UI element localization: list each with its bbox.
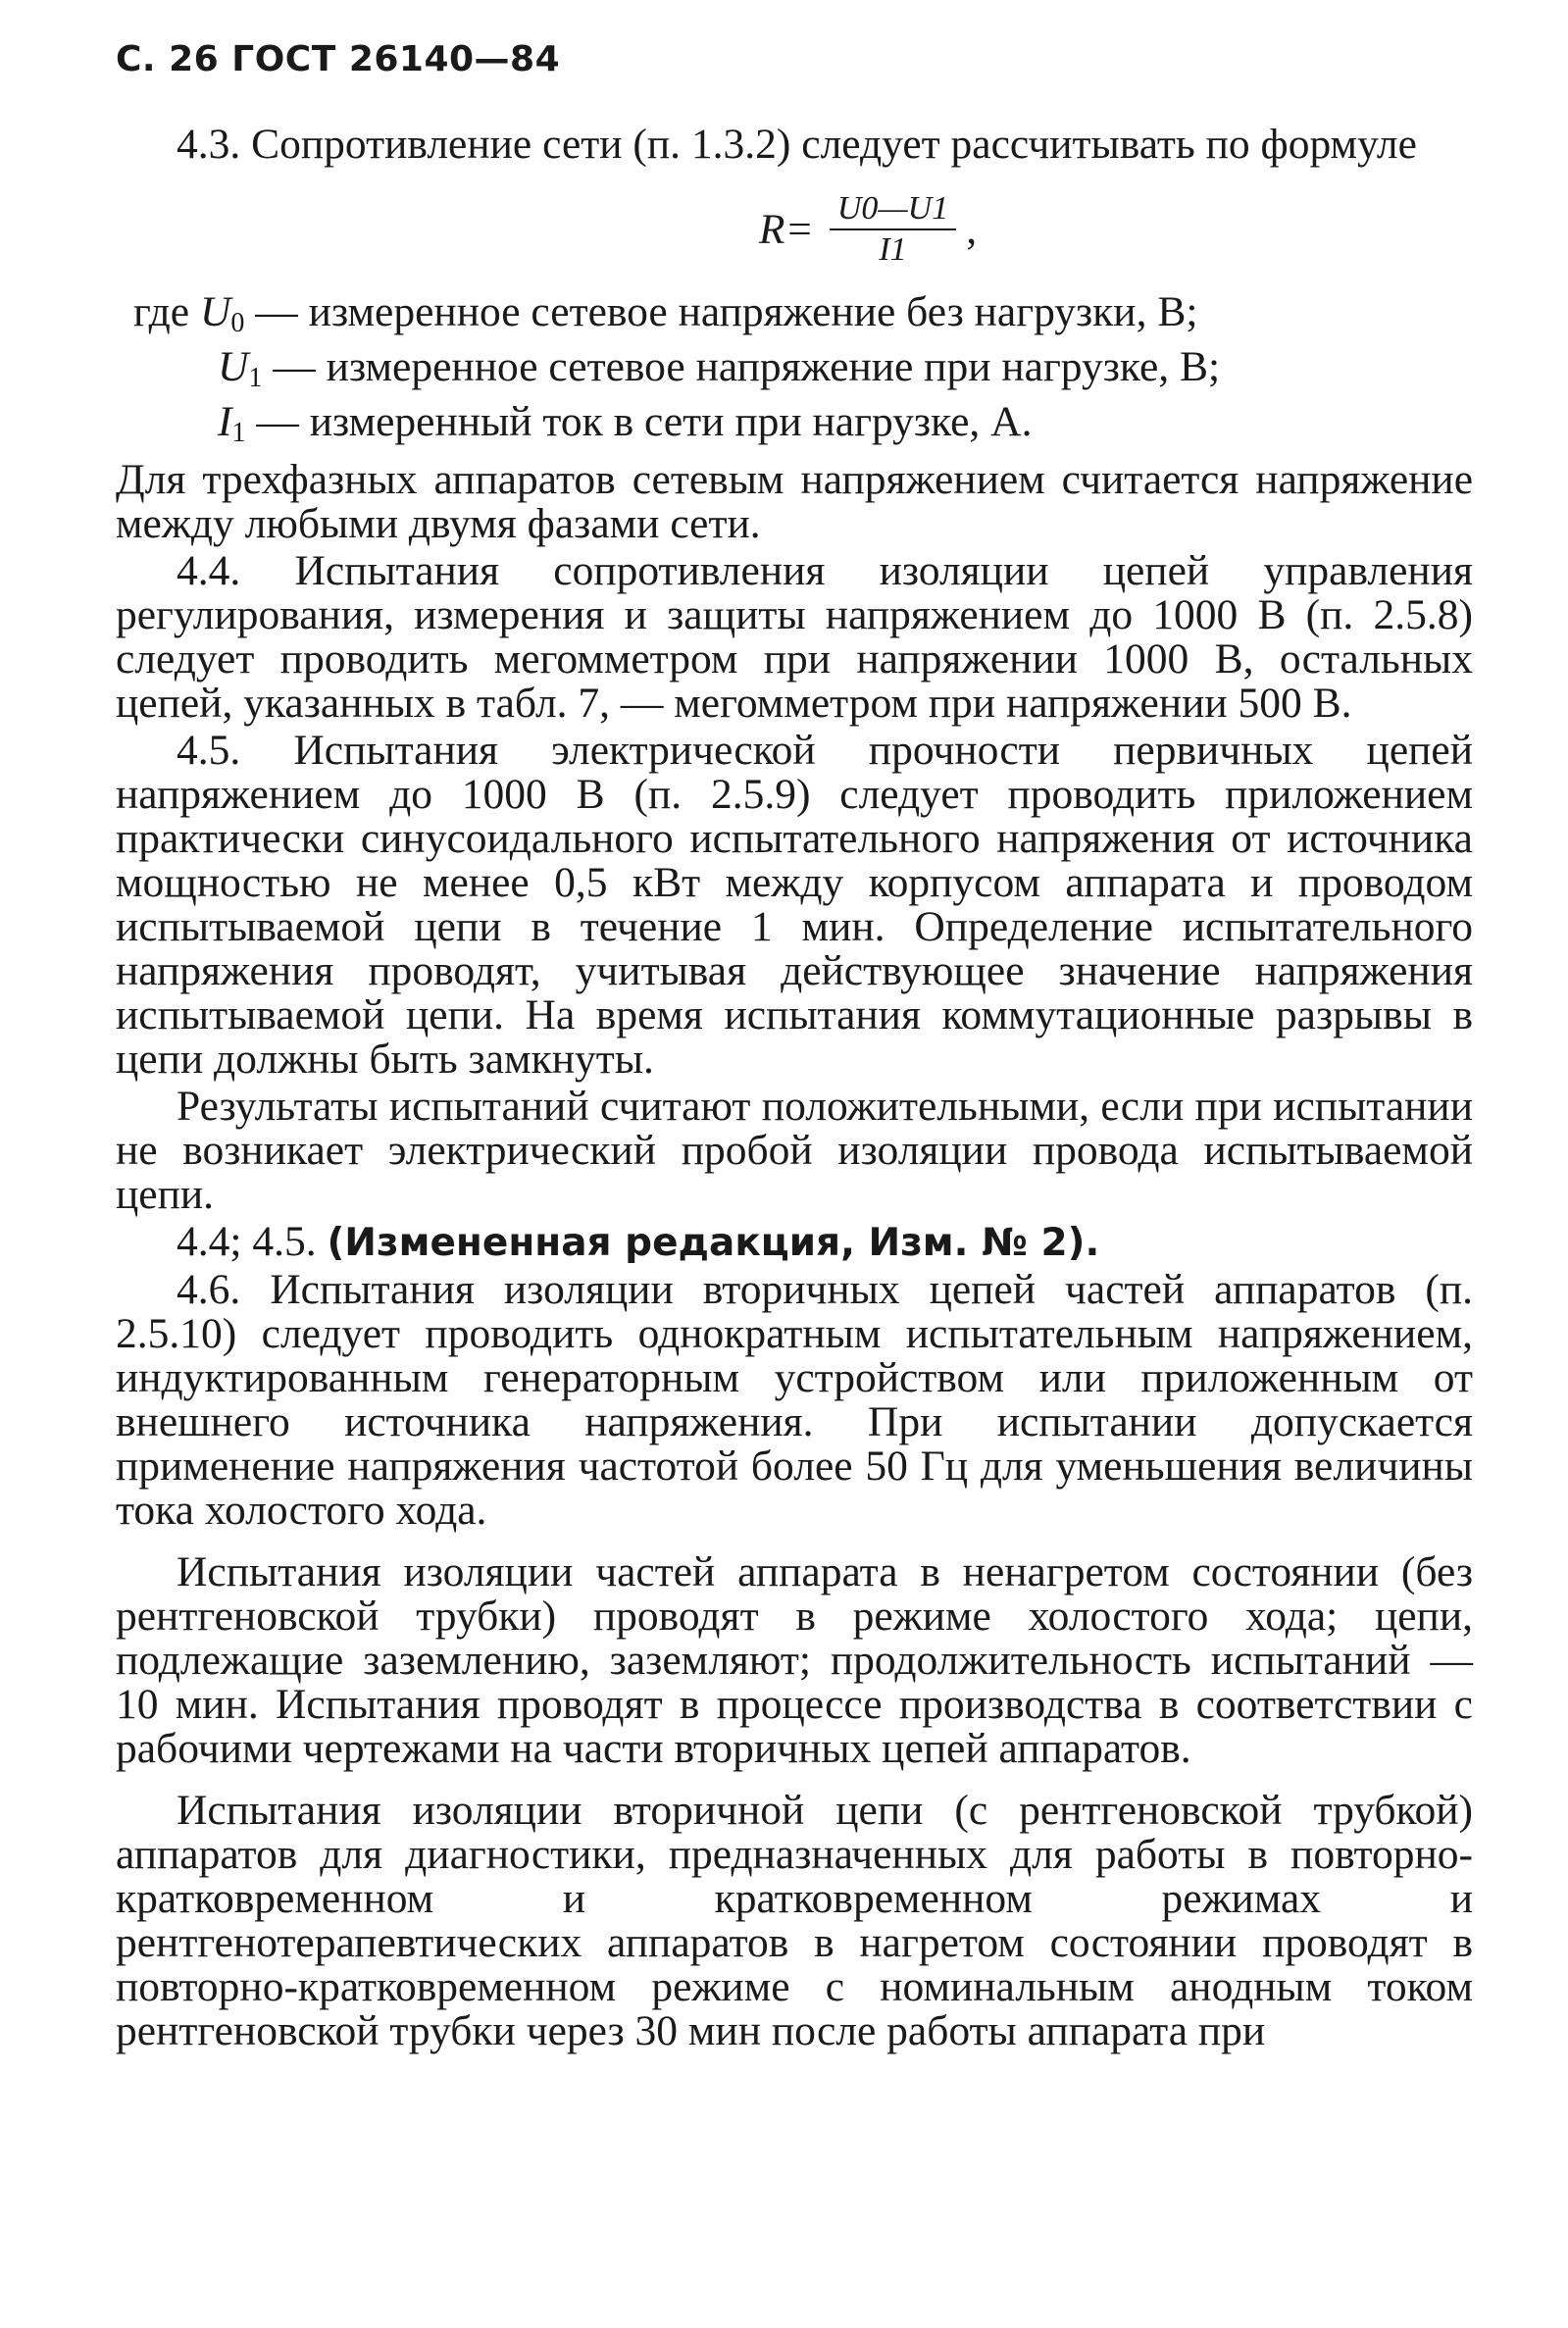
section-4-6-p2: Испытания изоляции частей аппарата в ненагретом состоянии (без рентгеновской трубки) проводят в режиме холостого хода; цепи, подлежащие заземлению, заземляют; продолжительность испытаний — 10 мин. Испытания проводят в процессе производства в соответствии с рабочими чертежами на части вторичных цепей аппаратов. bbox=[116, 1548, 1473, 1772]
definition-symbol: U bbox=[218, 343, 249, 390]
resistance-formula bbox=[116, 175, 1473, 284]
section-4-5: 4.5. Испытания электрической прочности первичных цепей напряжением до 1000 В (п. 2.5.9) следует проводить приложением практически синусоидального испытательного напряжения от источника мощностью не менее 0,5 кВт между корпусом аппарата и проводом испытываемой цепи в течение 1 мин. Определение испытательного напряжения проводят, учитывая действующее значение напряжения испытываемой цепи. На время испытания коммутационные разрывы в цепи должны быть замкнуты. bbox=[116, 727, 1473, 1083]
section-4-6-p3: Испытания изоляции вторичной цепи (с рентгеновской трубкой) аппаратов для диагностики, предназначенных для работы в повторно-кратковременном и кратковременном режимах и рентгенотерапевтических аппаратов в нагретом состоянии проводят в повторно-кратковременном режиме с номинальным анодным током рентгеновской трубки через 30 мин после работы аппарата при bbox=[116, 1787, 1473, 2054]
definition-symbol: U bbox=[200, 288, 231, 335]
three-phase-note: Для трехфазных аппаратов сетевым напряжением считается напряжение между любыми двумя фазами сети. bbox=[116, 456, 1473, 547]
formula-trail: , bbox=[966, 206, 978, 253]
definition-subscript: 1 bbox=[248, 363, 263, 393]
amendment-note bbox=[116, 1220, 1473, 1265]
section-4-3-intro: 4.3. Сопротивление сети (п. 1.3.2) следует рассчитывать по формуле bbox=[177, 121, 1417, 168]
definition-symbol: I bbox=[218, 398, 232, 445]
running-head: С. 26 ГОСТ 26140—84 bbox=[116, 39, 561, 79]
document-page bbox=[116, 39, 1473, 2056]
amendment-prefix: 4.4; 4.5. bbox=[177, 1218, 317, 1265]
formula-fraction bbox=[830, 189, 956, 270]
definition-text: — измеренное сетевое напряжение без нагрузки, В; bbox=[255, 288, 1198, 335]
amendment-bold: (Измененная редакция, Изм. № 2). bbox=[327, 1221, 1100, 1265]
definition-subscript: 1 bbox=[231, 418, 246, 448]
section-4-6: 4.6. Испытания изоляции вторичных цепей частей аппаратов (п. 2.5.10) следует проводить однократным испытательным напряжением, индуктированным генераторным устройством или приложенным от внешнего источника напряжения. При испытании допускается применение напряжения частотой более 50 Гц для уменьшения величины тока холостого хода. bbox=[116, 1266, 1473, 1534]
where-word: где bbox=[133, 288, 190, 335]
definition-row bbox=[116, 290, 1473, 345]
definition-row bbox=[116, 400, 1473, 455]
formula-numerator: U0—U1 bbox=[836, 190, 949, 227]
formula-denominator: I1 bbox=[879, 231, 907, 268]
formula-definitions bbox=[116, 290, 1473, 455]
definition-text: — измеренное сетевое напряжение при нагрузке, В; bbox=[273, 343, 1221, 390]
definition-row bbox=[116, 345, 1473, 400]
section-4-5-result: Результаты испытаний считают положительными, если при испытании не возникает электрический пробой изоляции провода испытываемой цепи. bbox=[116, 1083, 1473, 1218]
definition-subscript: 0 bbox=[230, 308, 245, 338]
definition-text: — измеренный ток в сети при нагрузке, А. bbox=[256, 398, 1033, 445]
formula-lhs: R= bbox=[758, 206, 814, 253]
section-4-4: 4.4. Испытания сопротивления изоляции цепей управления регулирования, измерения и защиты напряжением до 1000 В (п. 2.5.8) следует проводить мегомметром при напряжении 1000 В, остальных цепей, указанных в табл. 7, — мегомметром при напряжении 500 В. bbox=[116, 547, 1473, 727]
